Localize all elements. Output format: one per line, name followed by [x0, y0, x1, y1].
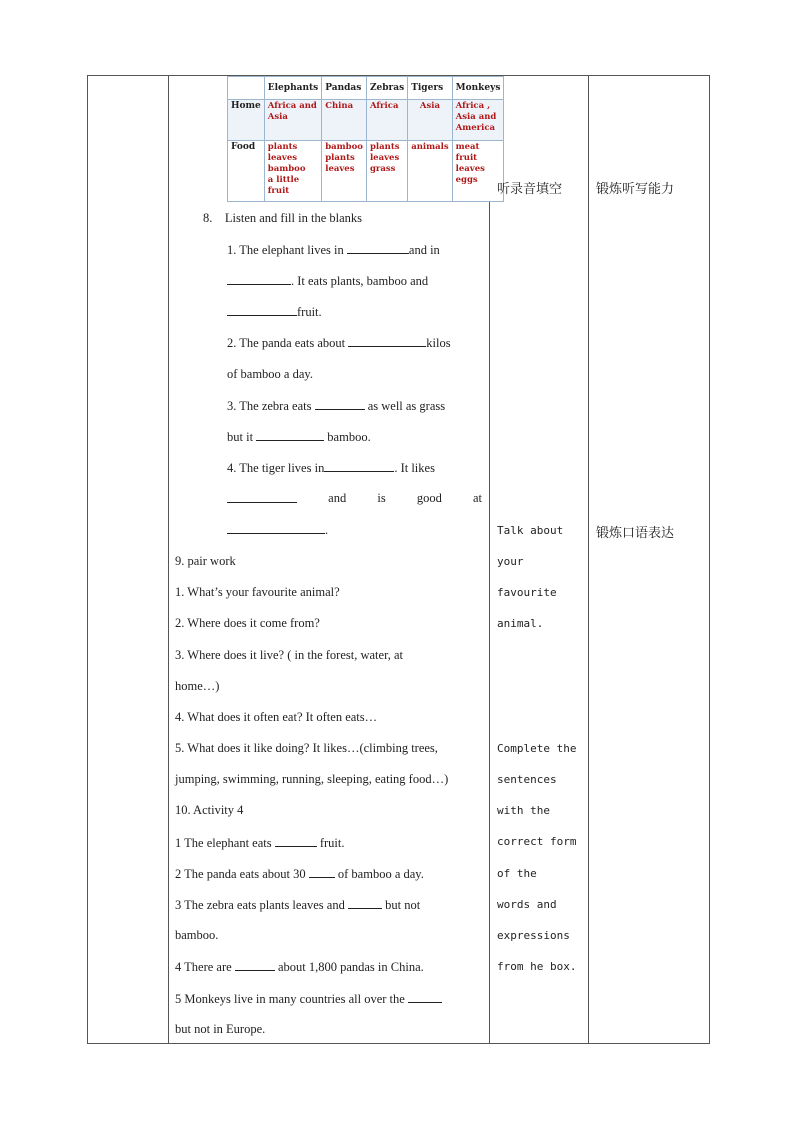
header-zebras: Zebras	[366, 77, 407, 100]
activity-talk-3: favourite	[497, 586, 557, 599]
activity-talk-4: animal.	[497, 617, 544, 630]
activity-complete-7: expressions	[497, 929, 570, 942]
home-label: Home	[228, 100, 265, 141]
activity-complete-8: from he box.	[497, 960, 577, 973]
s9-q2: 2. Where does it come from?	[175, 616, 320, 630]
food-tigers: animals	[408, 141, 452, 202]
activity-complete-2: sentences	[497, 773, 557, 786]
animal-info-table	[227, 76, 504, 202]
activity-complete-1: Complete the	[497, 742, 577, 755]
s10-q5-line1: 5 Monkeys live in many countries all over the	[175, 990, 442, 1007]
s9-q1: 1. What’s your favourite animal?	[175, 585, 340, 599]
s10-q3-line2: bamboo.	[175, 928, 219, 942]
food-pandas: bamboo plants leaves	[322, 141, 367, 202]
s10-q5-line2: but not in Europe.	[175, 1022, 266, 1036]
section8-heading: 8. Listen and fill in the blanks	[203, 211, 363, 225]
s10-q1: 1 The elephant eats fruit.	[175, 836, 345, 850]
activity-talk-2: your	[497, 555, 524, 568]
activity-column	[490, 76, 589, 1044]
s8-q4-line2: and is good at	[227, 490, 482, 506]
s8-q1-line2: . It eats plants, bamboo and	[227, 272, 428, 289]
s10-q4: 4 There are about 1,800 pandas in China.	[175, 960, 424, 974]
activity-listen: 听录音填空	[497, 182, 563, 197]
s9-q3-line1: 3. Where does it live? ( in the forest, water, at	[175, 648, 404, 662]
lesson-table	[87, 75, 710, 1044]
home-elephants: Africa and Asia	[264, 100, 321, 141]
header-elephants: Elephants	[264, 77, 321, 100]
activity-talk-1: Talk about	[497, 524, 564, 537]
s10-q2: 2 The panda eats about 30 of bamboo a day.	[175, 867, 424, 881]
header-monkeys: Monkeys	[452, 77, 504, 100]
home-monkeys: Africa , Asia and America	[452, 100, 504, 141]
header-pandas: Pandas	[322, 77, 367, 100]
s8-q1-line1: 1. The elephant lives in and in	[227, 243, 440, 257]
s8-q2-line2: of bamboo a day.	[227, 367, 313, 381]
s8-q4-line1: 4. The tiger lives in . It likes	[227, 461, 435, 475]
food-zebras: plants leaves grass	[366, 141, 407, 202]
activity-complete-3: with the	[497, 804, 550, 817]
s8-q1-line3: fruit.	[227, 303, 322, 320]
purpose-speaking: 锻炼口语表达	[596, 526, 675, 541]
content-column	[169, 76, 501, 1044]
header-tigers: Tigers	[408, 77, 452, 100]
food-monkeys: meat fruit leaves eggs	[452, 141, 504, 202]
s9-q5-line2: jumping, swimming, running, sleeping, eating food…)	[175, 772, 449, 786]
s10-q3-line1: 3 The zebra eats plants leaves and but not	[175, 898, 421, 912]
section9-heading: 9. pair work	[175, 554, 236, 568]
s8-q4-line3: .	[227, 521, 328, 538]
food-elephants: plants leaves bamboo a little fruit	[264, 141, 321, 202]
s9-q4: 4. What does it often eat? It often eats…	[175, 710, 378, 724]
s8-q2-line1: 2. The panda eats about kilos	[227, 336, 451, 350]
food-label: Food	[228, 141, 265, 202]
corner-cell	[228, 77, 265, 100]
blank-column	[88, 76, 169, 1044]
activity-complete-5: of the	[497, 867, 537, 880]
s8-q3-line2: but it bamboo.	[227, 430, 371, 444]
s9-q5-line1: 5. What does it like doing? It likes…(climbing trees,	[175, 741, 438, 755]
purpose-column	[589, 76, 710, 1044]
s8-q3-line1: 3. The zebra eats as well as grass	[227, 399, 446, 413]
home-zebras: Africa	[366, 100, 407, 141]
s9-q3-line2: home…)	[175, 679, 220, 693]
home-pandas: China	[322, 100, 367, 141]
activity-complete-4: correct form	[497, 835, 577, 848]
purpose-listening: 锻炼听写能力	[596, 182, 675, 197]
home-tigers: Asia	[408, 100, 452, 141]
activity-complete-6: words and	[497, 898, 557, 911]
section10-heading: 10. Activity 4	[175, 803, 244, 817]
